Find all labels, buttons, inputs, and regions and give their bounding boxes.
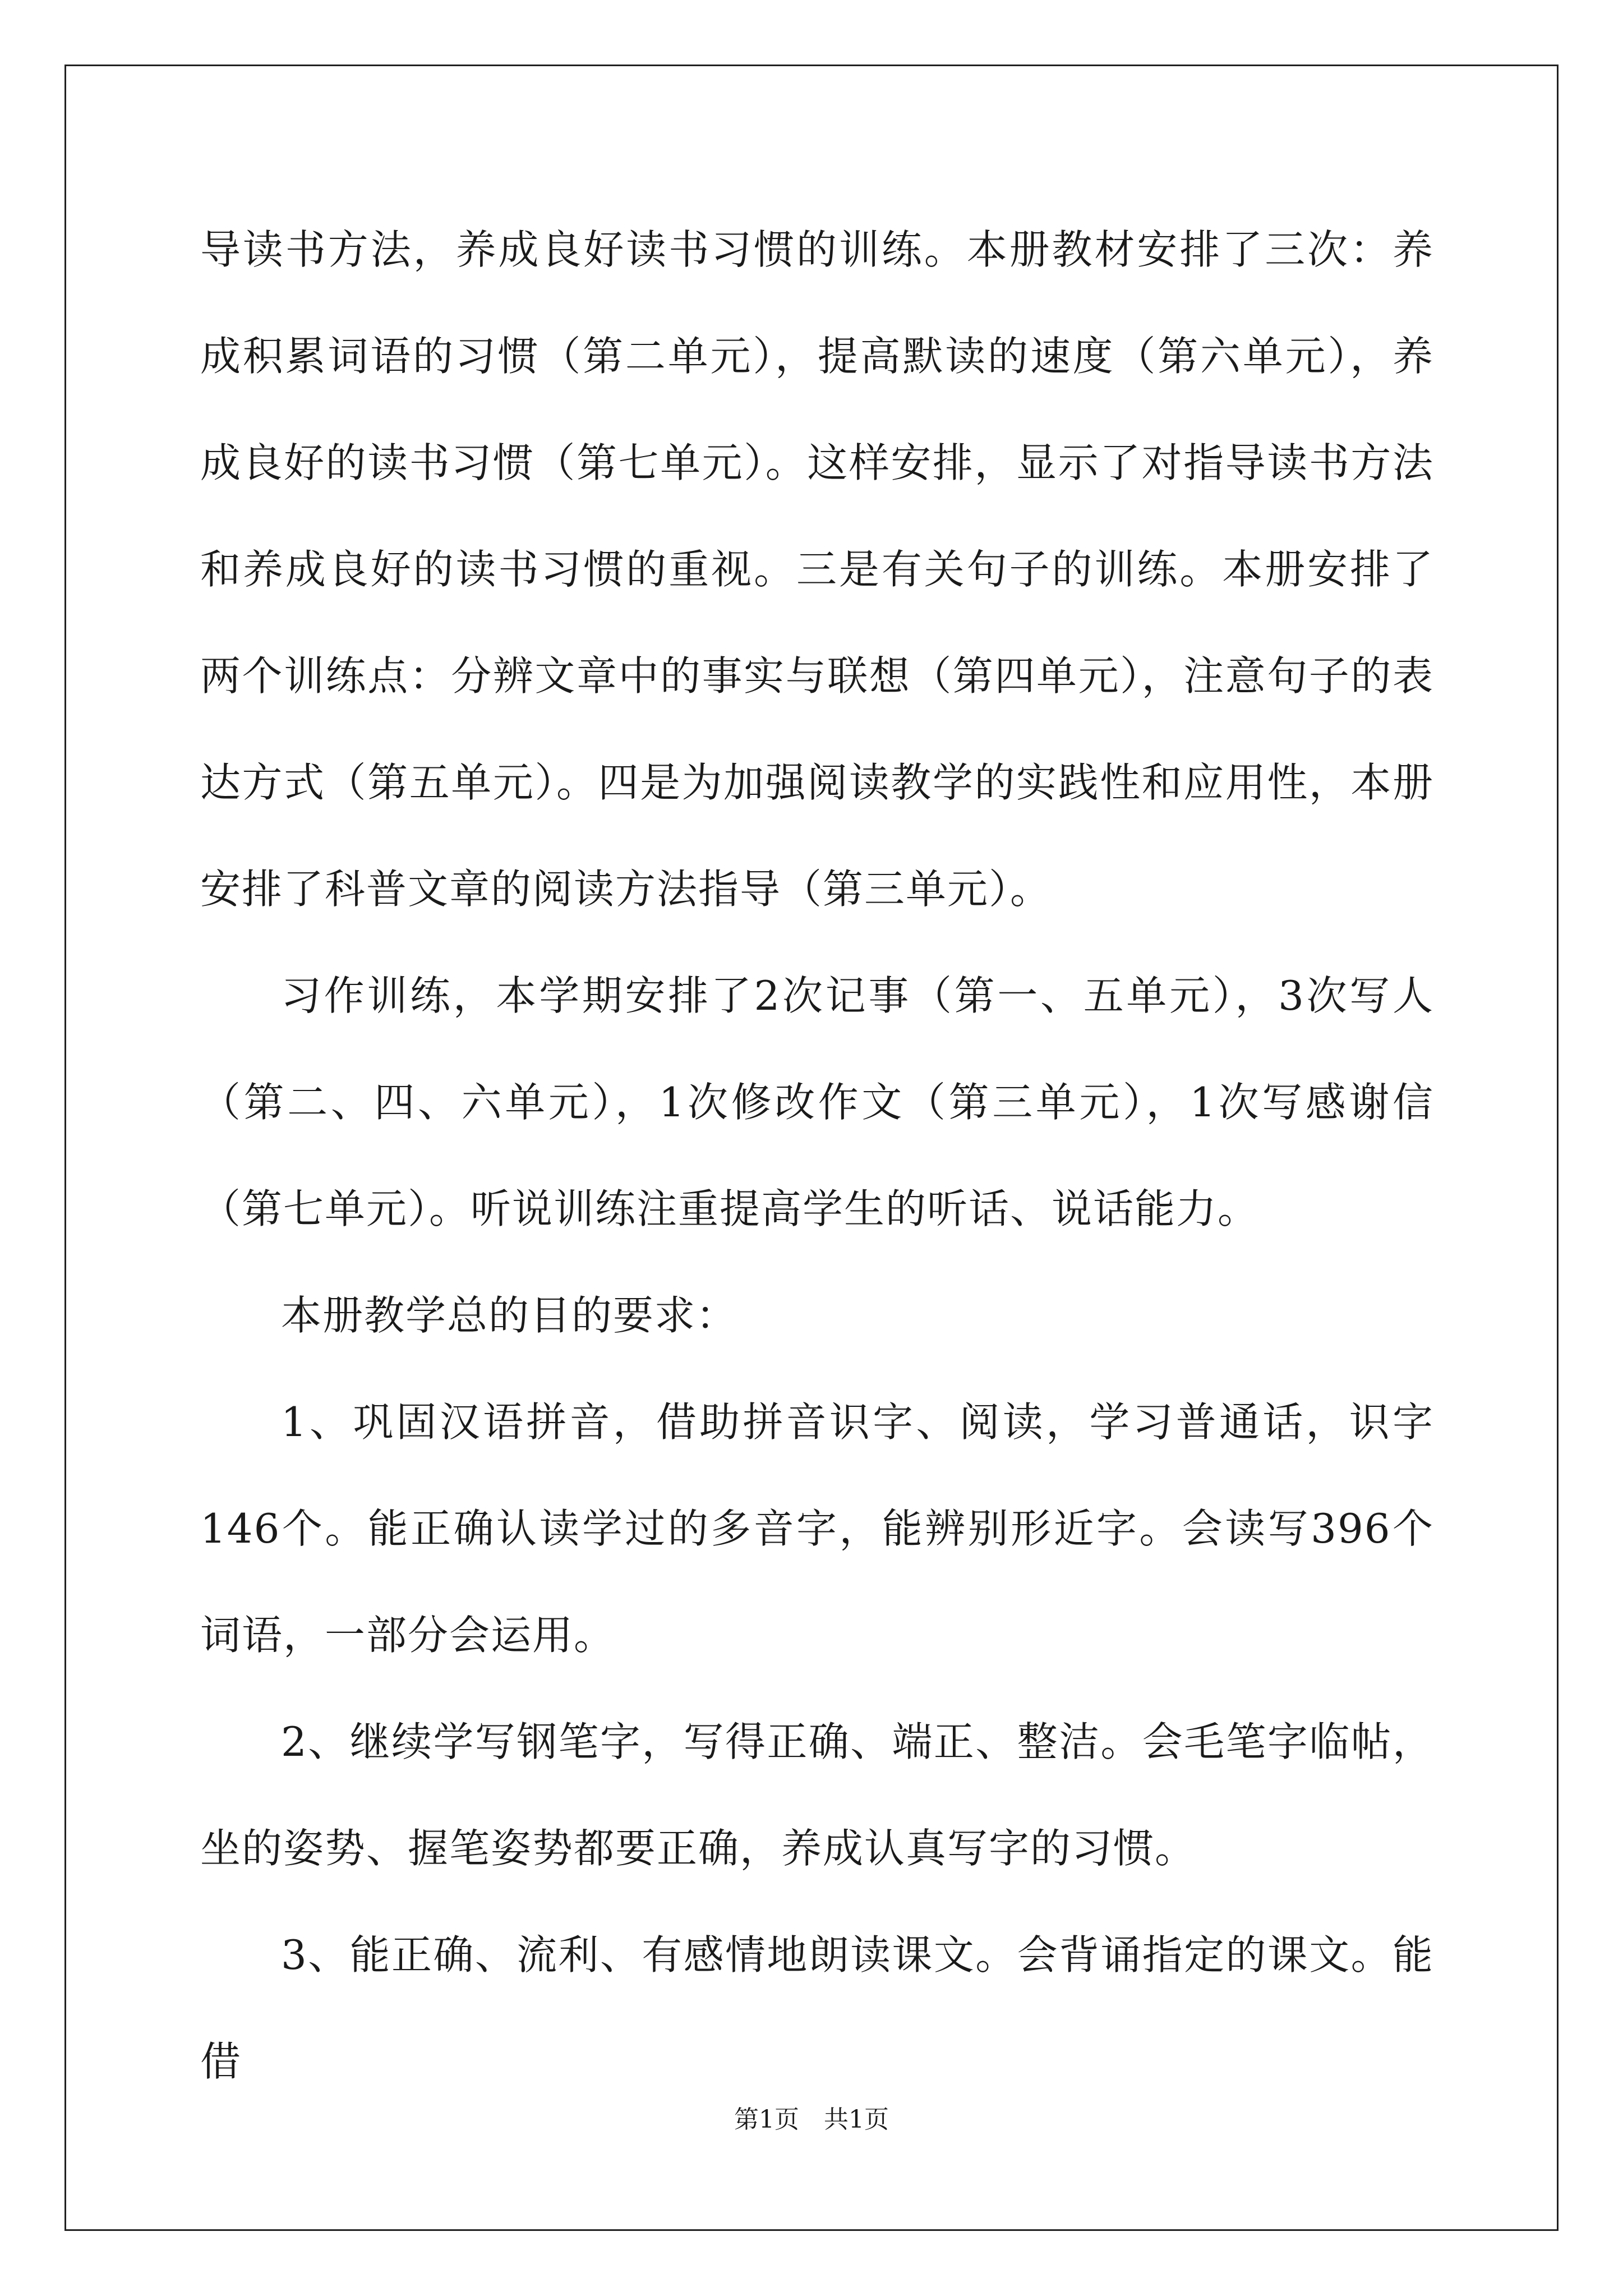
paragraph-4: 1、巩固汉语拼音，借助拼音识字、阅读，学习普通话，识字146个。能正确认读学过的多音字，能辨别形近字。会读写396个词语，一部分会运用。 (200, 1398, 1434, 1659)
paragraph-3: 本册教学总的目的要求： (281, 1292, 738, 1339)
paragraph-1: 导读书方法，养成良好读书习惯的训练。本册教材安排了三次：养成积累词语的习惯（第二单元），提高默读的速度（第六单元），养成良好的读书习惯（第七单元）。这样安排，显示了对指导读书方法和养成良好的读书习惯的重视。三是有关句子的训练。本册安排了两个训练点：分辨文章中的事实与联想（第四单元），注意句子的表达方式（第五单元）。四是为加强阅读教学的实践性和应用性，本册安排了科普文章的阅读方法指导（第三单元）。 (200, 226, 1434, 913)
page-footer: 第1页 共1页 (734, 2105, 889, 2134)
document-body (200, 196, 1434, 2115)
paragraph-6: 3、能正确、流利、有感情地朗读课文。会背诵指定的课文。能借 (200, 1931, 1434, 2085)
paragraph-2: 习作训练，本学期安排了2次记事（第一、五单元），3次写人（第二、四、六单元），1次修改作文（第三单元），1次写感谢信（第七单元）。听说训练注重提高学生的听话、说话能力。 (200, 972, 1434, 1232)
paragraph-5: 2、继续学写钢笔字，写得正确、端正、整洁。会毛笔字临帖，坐的姿势、握笔姿势都要正确，养成认真写字的习惯。 (200, 1718, 1434, 1872)
